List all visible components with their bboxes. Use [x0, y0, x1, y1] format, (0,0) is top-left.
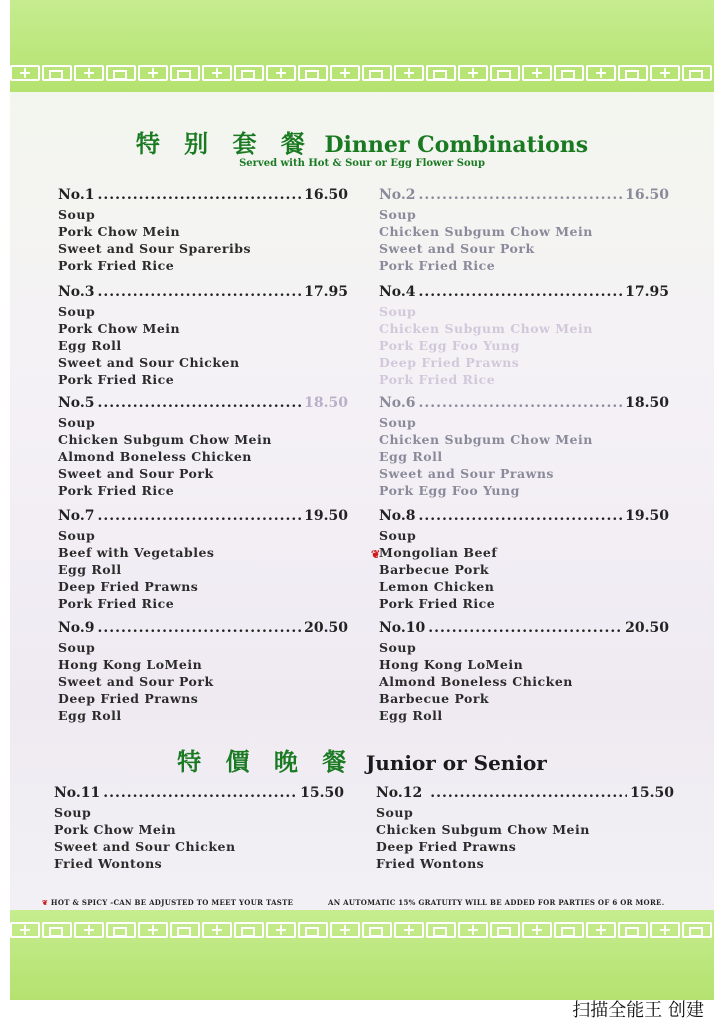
combo-7 — [58, 507, 348, 612]
section-title-junior-senior — [10, 742, 714, 777]
combo-item: Almond Boneless Chicken — [379, 674, 573, 689]
combo-number: No.8 — [379, 508, 416, 524]
combo-2 — [379, 186, 669, 274]
combo-1 — [58, 186, 348, 274]
combo-item: Chicken Subgum Chow Mein — [379, 432, 593, 447]
combo-number: No.10 — [379, 620, 426, 636]
combo-item: Sweet and Sour Spareribs — [58, 241, 252, 256]
combo-item: Pork Fried Rice — [58, 483, 175, 498]
combo-5 — [58, 394, 348, 499]
combo-price: 19.50 — [625, 508, 669, 524]
combo-number: No.12 — [376, 785, 423, 801]
combo-item: Pork Fried Rice — [58, 258, 175, 273]
combo-item: Soup — [376, 805, 414, 820]
combo-item: Soup — [58, 415, 96, 430]
combo-8 — [371, 507, 669, 612]
combo-number: No.6 — [379, 395, 416, 411]
combo-item: Deep Fried Prawns — [376, 839, 517, 854]
combo-item: Soup — [379, 528, 417, 543]
combo-item: Soup — [58, 640, 96, 655]
combo-price: 15.50 — [300, 785, 344, 801]
combo-item: Chicken Subgum Chow Mein — [58, 432, 272, 447]
combo-item: Fried Wontons — [376, 856, 485, 871]
combo-item: Egg Roll — [379, 449, 443, 464]
combo-item: Pork Chow Mein — [58, 224, 181, 239]
combo-item: Soup — [379, 304, 417, 319]
combo-item: Sweet and Sour Prawns — [379, 466, 554, 481]
combo-item: Egg Roll — [379, 708, 443, 723]
combo-item: Soup — [58, 304, 96, 319]
combo-item: Almond Boneless Chicken — [58, 449, 252, 464]
combo-price: 20.50 — [304, 620, 348, 636]
combo-item: Beef with Vegetables — [58, 545, 215, 560]
title-english: Junior or Senior — [365, 751, 547, 775]
combo-price: 17.95 — [304, 284, 348, 300]
combo-item: Fried Wontons — [54, 856, 163, 871]
combo-item: Egg Roll — [58, 562, 122, 577]
combo-price: 16.50 — [625, 187, 669, 203]
combo-number: No.4 — [379, 284, 416, 300]
combo-10 — [379, 619, 669, 724]
combo-item: Soup — [379, 640, 417, 655]
combo-item: Chicken Subgum Chow Mein — [379, 321, 593, 336]
spicy-note — [42, 898, 293, 907]
combo-item: Barbecue Pork — [379, 562, 490, 577]
title-chinese: 特 别 套 餐 — [135, 129, 313, 158]
combo-item: Sweet and Sour Pork — [58, 466, 214, 481]
subtitle-soup-note: Served with Hot & Sour or Egg Flower Soup — [239, 158, 485, 169]
combo-4 — [379, 283, 669, 388]
combo-item: Sweet and Sour Pork — [379, 241, 535, 256]
chili-pepper-icon: ❦ — [42, 898, 49, 907]
combo-item: Deep Fried Prawns — [379, 355, 520, 370]
combo-6 — [379, 394, 669, 499]
combo-item: Pork Fried Rice — [58, 596, 175, 611]
combo-number: No.3 — [58, 284, 95, 300]
combo-number: No.9 — [58, 620, 95, 636]
combo-9 — [58, 619, 348, 724]
combo-price: 20.50 — [625, 620, 669, 636]
combo-item: Lemon Chicken — [379, 579, 495, 594]
combo-item: Deep Fried Prawns — [58, 691, 199, 706]
combo-item: Pork Egg Foo Yung — [379, 483, 520, 498]
spicy-note-text: HOT & SPICY -CAN BE ADJUSTED TO MEET YOUR TASTE — [50, 898, 294, 907]
combo-price: 18.50 — [304, 395, 348, 411]
combo-number: No.5 — [58, 395, 95, 411]
combo-item: Egg Roll — [58, 338, 122, 353]
combo-item: Sweet and Sour Chicken — [54, 839, 236, 854]
combo-item: Barbecue Pork — [379, 691, 490, 706]
title-english: Dinner Combinations — [324, 132, 589, 158]
combo-item: Soup — [58, 207, 96, 222]
section-title-dinner — [10, 124, 714, 159]
combo-number: No.2 — [379, 187, 416, 203]
combo-number: No.1 — [58, 187, 95, 203]
combo-item: Pork Fried Rice — [379, 372, 496, 387]
combo-item: Soup — [54, 805, 92, 820]
combo-item: Deep Fried Prawns — [58, 579, 199, 594]
combo-item: Pork Chow Mein — [54, 822, 177, 837]
combo-item: Hong Kong LoMein — [58, 657, 203, 672]
combo-item: Hong Kong LoMein — [379, 657, 524, 672]
menu-page — [10, 0, 714, 1000]
combo-item: Pork Fried Rice — [379, 258, 496, 273]
combo-item: Soup — [58, 528, 96, 543]
combo-item: Chicken Subgum Chow Mein — [379, 224, 593, 239]
combo-item: Chicken Subgum Chow Mein — [376, 822, 590, 837]
gratuity-note: AN AUTOMATIC 15% GRATUITY WILL BE ADDED FOR PARTIES OF 6 OR MORE. — [328, 898, 665, 907]
combo-price: 19.50 — [304, 508, 348, 524]
combo-item: Sweet and Sour Chicken — [58, 355, 240, 370]
combo-item: Sweet and Sour Pork — [58, 674, 214, 689]
title-chinese: 特 價 晚 餐 — [177, 747, 355, 776]
bottom-fret-border — [10, 922, 714, 940]
combo-3 — [58, 283, 348, 388]
chili-pepper-icon: ❦ — [371, 548, 381, 561]
combo-11 — [54, 784, 344, 872]
combo-item: Soup — [379, 415, 417, 430]
combo-item: Pork Egg Foo Yung — [379, 338, 520, 353]
combo-price: 15.50 — [630, 785, 674, 801]
combo-item: ❦ Mongolian Beef — [371, 545, 498, 561]
combo-number: No.11 — [54, 785, 101, 801]
combo-item: Egg Roll — [58, 708, 122, 723]
scanner-watermark: 扫描全能王 创建 — [572, 1000, 704, 1021]
combo-item: Pork Fried Rice — [58, 372, 175, 387]
combo-price: 16.50 — [304, 187, 348, 203]
combo-price: 17.95 — [625, 284, 669, 300]
combo-number: No.7 — [58, 508, 95, 524]
top-fret-border — [10, 65, 714, 83]
combo-item: Soup — [379, 207, 417, 222]
combo-12 — [376, 784, 674, 872]
combo-price: 18.50 — [625, 395, 669, 411]
combo-item: Pork Chow Mein — [58, 321, 181, 336]
combo-item: Pork Fried Rice — [379, 596, 496, 611]
